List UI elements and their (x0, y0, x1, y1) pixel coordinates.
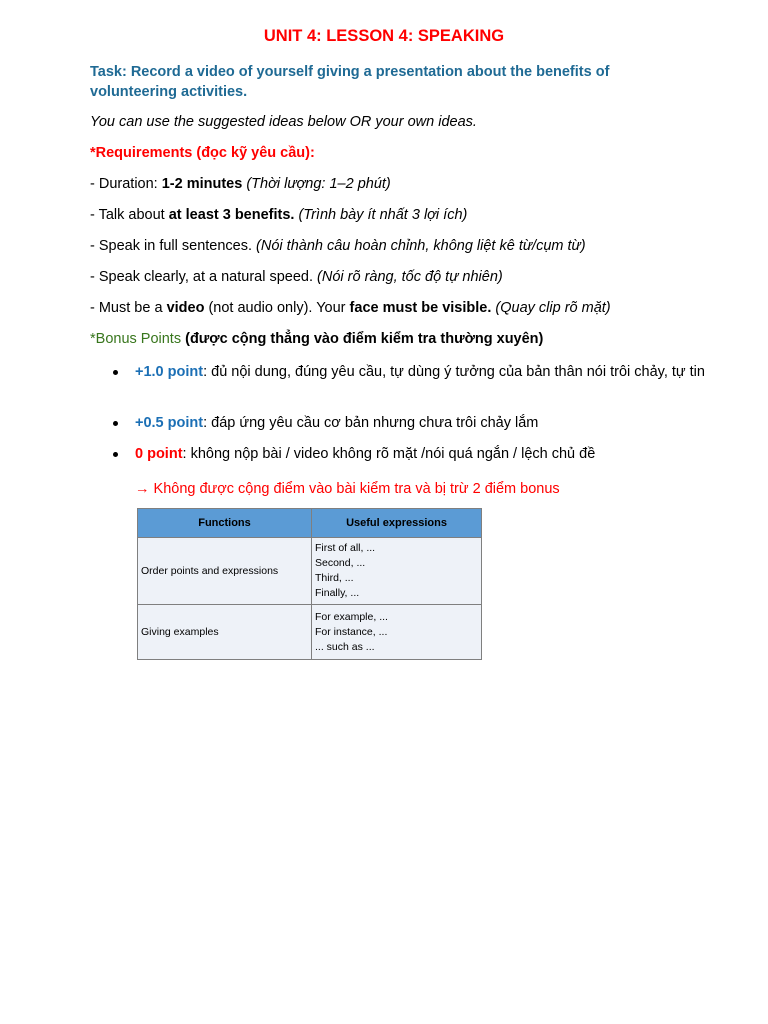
bullet-icon (113, 452, 118, 457)
requirement-video-label: - Must be a (90, 300, 167, 316)
requirement-benefits-translation: (Trình bày ít nhất 3 lợi ích) (294, 207, 468, 223)
requirement-duration-translation: (Thời lượng: 1–2 phút) (242, 176, 391, 192)
requirement-benefits (90, 207, 467, 223)
requirement-sentences-label: - Speak in full sentences. (90, 238, 257, 254)
task-statement: Task: Record a video of yourself giving a presentation about the benefits of volunteering activities. (90, 64, 610, 100)
expression-item: Second, ... (315, 557, 366, 569)
table-cell-function: Order points and expressions (138, 538, 312, 605)
useful-expressions-table (137, 508, 482, 660)
requirements-heading: *Requirements (đọc kỹ yêu cầu): (90, 145, 315, 161)
bullet-icon (113, 421, 118, 426)
bullet-icon (113, 370, 118, 375)
table-cell-function: Giving examples (138, 605, 312, 660)
bonus-item-2 (135, 413, 725, 433)
requirement-video-translation: (Quay clip rõ mặt) (491, 300, 611, 316)
requirement-duration-label: - Duration: (90, 176, 162, 192)
bonus-item-1 (135, 362, 725, 382)
bonus-item-2-text: : đáp ứng yêu cầu cơ bản nhưng chưa trôi chảy lắm (203, 415, 539, 431)
requirement-clearly-translation: (Nói rõ ràng, tốc độ tự nhiên) (317, 269, 503, 285)
requirement-video-face: face must be visible. (349, 300, 492, 316)
requirement-clearly (90, 269, 503, 285)
requirement-benefits-label: - Talk about (90, 207, 169, 223)
requirement-duration (90, 176, 391, 192)
table-header-functions: Functions (138, 509, 312, 538)
expression-item: Finally, ... (315, 587, 360, 599)
expression-item: For example, ... (315, 610, 388, 623)
requirement-sentences-translation: (Nói thành câu hoàn chỉnh, không liệt kê từ/cụm từ) (256, 238, 586, 254)
table-row (138, 605, 482, 660)
requirement-duration-value: 1-2 minutes (161, 176, 243, 192)
requirement-benefits-value: at least 3 benefits. (168, 207, 295, 223)
requirement-video (90, 300, 611, 316)
requirement-video-mid: (not audio only). Your (204, 300, 350, 316)
page-title: UNIT 4: LESSON 4: SPEAKING (263, 27, 505, 45)
table-cell-expressions (312, 538, 482, 605)
expression-item: For instance, ... (315, 625, 388, 638)
bonus-item-1-text: : đủ nội dung, đúng yêu cầu, tự dùng ý tưởng của bản thân nói trôi chảy, tự tin (203, 364, 705, 380)
bonus-heading-label: *Bonus Points (90, 331, 182, 347)
bonus-item-1-points: +1.0 point (135, 364, 204, 380)
bonus-item-3-text: : không nộp bài / video không rõ mặt /nói quá ngắn / lệch chủ đề (182, 446, 596, 462)
requirement-sentences (90, 238, 586, 254)
table-cell-expressions (312, 605, 482, 660)
expression-item: ... such as ... (315, 640, 375, 653)
bonus-heading-note: (được cộng thẳng vào điểm kiểm tra thường xuyên) (181, 331, 544, 347)
expression-item: Third, ... (315, 572, 354, 584)
table-row (138, 538, 482, 605)
bonus-item-3 (135, 444, 725, 464)
requirement-video-bold: video (166, 300, 205, 316)
table-header-expressions: Useful expressions (312, 509, 482, 538)
requirement-clearly-label: - Speak clearly, at a natural speed. (90, 269, 318, 285)
bonus-item-3-points: 0 point (135, 446, 183, 462)
table-header-row (138, 509, 482, 538)
bonus-heading (90, 331, 543, 347)
penalty-note: → Không được cộng điểm vào bài kiểm tra và bị trừ 2 điểm bonus (135, 481, 560, 497)
expression-item: First of all, ... (315, 542, 376, 554)
bonus-item-2-points: +0.5 point (135, 415, 204, 431)
intro-text: You can use the suggested ideas below OR your own ideas. (90, 114, 477, 130)
